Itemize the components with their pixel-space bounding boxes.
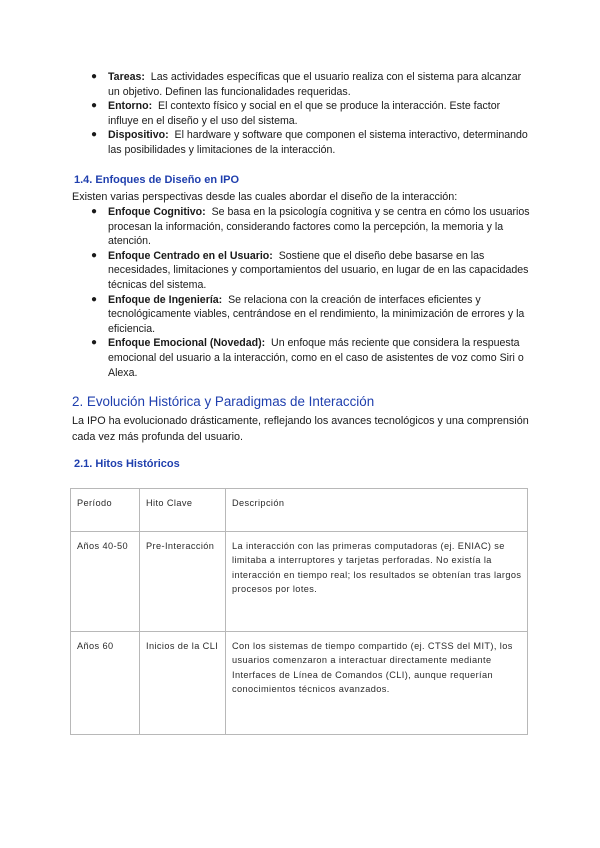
approaches-list	[74, 205, 530, 380]
column-header-period: Período	[71, 489, 140, 532]
column-header-milestone: Hito Clave	[140, 489, 226, 532]
bullet-icon: ●	[91, 129, 98, 141]
bullet-icon: ●	[91, 206, 98, 217]
list-item-term: Enfoque de Ingeniería:	[108, 293, 223, 306]
list-item-term: Enfoque Centrado en el Usuario:	[108, 249, 273, 262]
bullet-icon: ●	[91, 249, 98, 261]
table-row	[71, 532, 528, 632]
list-item-term: Enfoque Emocional (Novedad):	[108, 337, 266, 350]
list-item	[74, 249, 530, 293]
list-item	[74, 70, 530, 99]
list-item-text: Un enfoque más reciente que considera la respuesta emocional del usuario a la interacción, como en el caso de asistentes de voz como Siri o Alexa.	[108, 337, 524, 379]
list-item	[74, 293, 530, 337]
list-item-term: Enfoque Cognitivo:	[108, 206, 206, 218]
list-item	[74, 99, 530, 128]
table-cell-milestone: Pre-Interacción	[140, 532, 226, 632]
list-item-text: Sostiene que el diseño debe basarse en las necesidades, limitaciones y comportamientos del usuario, en lugar de en las capacidades técnicas del sistema.	[108, 249, 529, 291]
table-cell-description: La interacción con las primeras computadoras (ej. ENIAC) se limitaba a interruptores y tarjetas perforadas. No existía la interacción en tiempo real; los resultados se obtenían tras largos procesos por lotes.	[226, 532, 528, 632]
list-item-term: Dispositivo:	[108, 129, 169, 142]
components-list	[74, 70, 530, 158]
milestones-table	[70, 488, 528, 735]
section-heading-1-4: 1.4. Enfoques de Diseño en IPO	[74, 174, 240, 186]
section-paragraph: La IPO ha evolucionado drásticamente, reflejando los avances tecnológicos y una comprensión cada vez más profunda del usuario.	[72, 415, 529, 443]
table-cell-description: Con los sistemas de tiempo compartido (ej. CTSS del MIT), los usuarios comenzaron a interactuar directamente mediante Interfaces de Línea de Comandos (CLI), aunque requerían conocimientos técnicos avanzados.	[226, 632, 528, 735]
list-item-text: Se relaciona con la creación de interfaces eficientes y tecnológicamente viables, centrándose en el rendimiento, la minimización de errores y la eficiencia.	[108, 293, 525, 335]
list-item	[74, 336, 530, 380]
list-item-term: Entorno:	[108, 100, 153, 113]
table-row	[71, 632, 528, 735]
list-item-text: Se basa en la psicología cognitiva y se centra en cómo los usuarios procesan la información, considerando factores como la percepción, la memoria y la atención.	[108, 206, 530, 248]
bullet-icon: ●	[91, 293, 98, 305]
bullet-icon: ●	[91, 71, 98, 82]
table-cell-period: Años 60	[71, 632, 140, 735]
list-item-text: El hardware y software que componen el sistema interactivo, determinando las posibilidades y limitaciones de la interacción.	[108, 129, 528, 156]
section-intro: Existen varias perspectivas desde las cuales abordar el diseño de la interacción:	[72, 191, 458, 203]
list-item	[74, 205, 530, 249]
table-cell-period: Años 40-50	[71, 532, 140, 632]
table-header-row	[71, 489, 528, 532]
column-header-description: Descripción	[226, 489, 528, 532]
table-cell-milestone: Inicios de la CLI	[140, 632, 226, 735]
bullet-icon: ●	[91, 100, 98, 112]
list-item	[74, 128, 530, 157]
section-heading-2: 2. Evolución Histórica y Paradigmas de Interacción	[72, 394, 375, 409]
list-item-text: El contexto físico y social en el que se produce la interacción. Este factor influye en el diseño y el uso del sistema.	[108, 100, 501, 127]
bullet-icon: ●	[91, 337, 98, 349]
section-heading-2-1: 2.1. Hitos Históricos	[74, 458, 180, 470]
list-item-term: Tareas:	[108, 71, 145, 83]
list-item-text: Las actividades específicas que el usuario realiza con el sistema para alcanzar un objetivo. Definen las funcionalidades requeridas.	[108, 71, 522, 98]
